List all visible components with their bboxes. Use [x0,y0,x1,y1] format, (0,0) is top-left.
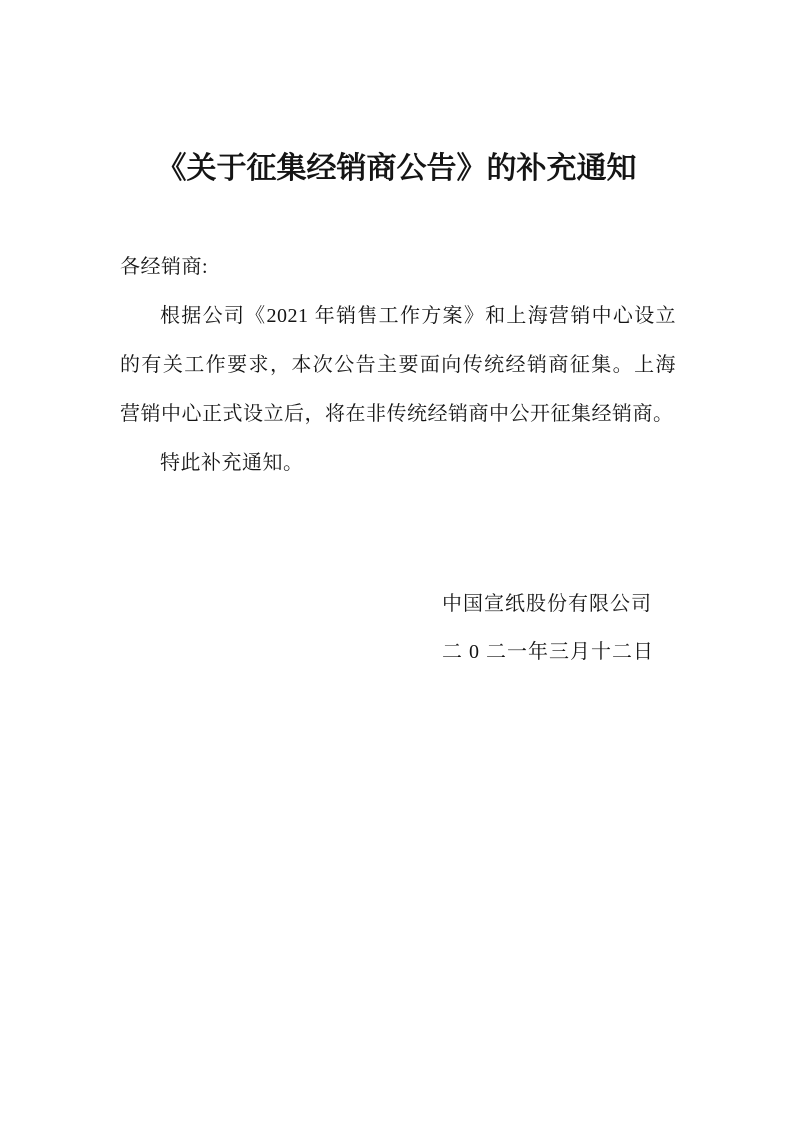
signature-date: 二 0 二一年三月十二日 [442,641,654,663]
document-body [120,243,676,488]
paragraph-line: 根据公司《2021 年销售工作方案》和上海营销中心设立 [160,305,676,327]
paragraph-line: 的有关工作要求，本次公告主要面向传统经销商征集。上海 [120,354,676,376]
salutation: 各经销商: [120,256,209,278]
document-title: 《关于征集经销商公告》的补充通知 [156,152,637,185]
body-paragraph [120,292,676,439]
closing-line: 特此补充通知。 [160,452,304,474]
signature-block [442,580,654,676]
paragraph-line: 营销中心正式设立后，将在非传统经销商中公开征集经销商。 [120,403,674,425]
signature-company: 中国宣纸股份有限公司 [442,593,652,615]
